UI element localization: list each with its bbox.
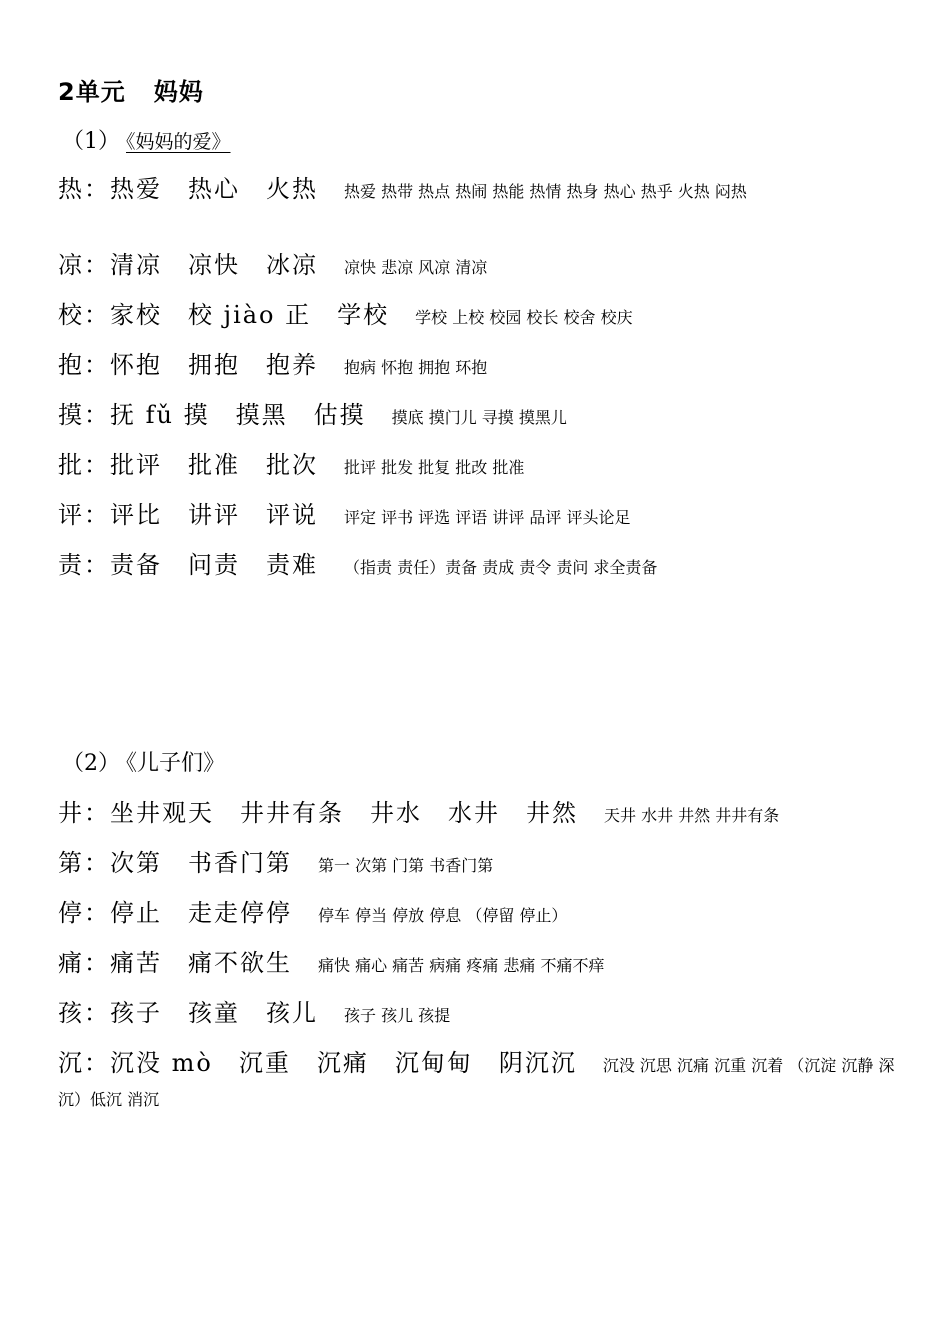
section-name: 《妈妈的爱》 [126,131,231,153]
entry-char: 抱 [58,351,84,379]
entry-di [58,846,898,883]
entry-word: 停止 [110,899,162,927]
entry-word: 拥抱 [188,351,240,379]
entry-ping [58,498,898,535]
entry-char: 批 [58,451,84,479]
entry-jing [58,796,898,833]
entry-bao [58,348,898,385]
entry-word: 批评 [110,451,162,479]
entry-word: 沉重 [238,1049,291,1077]
entry-char: 沉 [58,1049,84,1077]
entry-word: 评比 [110,501,162,529]
entry-related-words: 学校 上校 校园 校长 校舍 校庆 [415,308,633,327]
entry-word: 批次 [266,451,318,479]
entry-word: 井然 [526,799,578,827]
entry-word: 批准 [188,451,240,479]
entry-word: 水井 [448,799,500,827]
entry-word: 孩儿 [266,999,318,1027]
unit-title: 2单元 妈妈 [58,78,204,106]
entry-char: 孩 [58,999,84,1027]
entry-word: 责难 [266,551,318,579]
section-name: 《儿子们》 [126,751,226,776]
entry-colon: ： [84,849,110,877]
entry-word: 热爱 [110,175,162,203]
entry-word: 家校 [110,301,162,329]
entry-char: 第 [58,849,84,877]
section-number: （2） [62,751,120,776]
entry-xiao [58,298,898,335]
entry-ze [58,548,898,585]
entry-word: 冰凉 [266,251,318,279]
entry-char: 评 [58,501,84,529]
entry-word: 阴沉沉 [498,1049,577,1077]
entry-pi [58,448,898,485]
entry-word: 书香门第 [188,849,292,877]
entry-related-words: 沉没 沉思 沉痛 沉重 沉着 （沉淀 沉静 深沉）低沉 消沉 [58,1056,895,1109]
entry-word: 责备 [110,551,162,579]
entry-colon: ： [84,949,110,977]
entry-ting [58,896,898,933]
entry-word: 抱养 [266,351,318,379]
entry-word: 学校 [337,301,390,329]
entry-word: 沉甸甸 [394,1049,473,1077]
entry-word: 沉痛 [316,1049,369,1077]
entry-char: 热 [58,175,84,203]
entry-word: 校 jiào 正 [188,301,312,329]
entry-word: 评说 [266,501,318,529]
entry-word: 估摸 [313,401,366,429]
entry-word: 凉快 [188,251,240,279]
entry-word: 井井有条 [240,799,344,827]
entry-mo [58,398,898,435]
entry-hai [58,996,898,1033]
entry-related-words: 停车 停当 停放 停息 （停留 停止） [318,906,568,925]
entry-colon: ： [84,799,110,827]
entry-char: 校 [58,301,84,329]
entry-word: 沉没 mò [110,1049,213,1077]
section-number: （1） [62,129,120,154]
entry-related-words: （指责 责任）责备 责成 责令 责问 求全责备 [344,558,658,577]
entry-word: 井水 [370,799,422,827]
entry-word: 坐井观天 [110,799,214,827]
entry-re [58,172,898,209]
entry-related-words: 痛快 痛心 痛苦 病痛 疼痛 悲痛 不痛不痒 [318,956,605,975]
section-title-2 [62,746,225,777]
entry-related-words: 天井 水井 井然 井井有条 [604,806,780,825]
entry-word: 火热 [266,175,318,203]
entry-chen [58,1046,898,1117]
entry-tong [58,946,898,983]
entry-word: 热心 [188,175,240,203]
entry-colon: ： [84,301,110,329]
entry-related-words: 摸底 摸门儿 寻摸 摸黑儿 [391,408,567,427]
entry-colon: ： [84,451,110,479]
entry-word: 抚 fǔ 摸 [110,401,210,429]
entry-word: 怀抱 [110,351,162,379]
entry-word: 走走停停 [188,899,292,927]
entry-related-words: 第一 次第 门第 书香门第 [318,856,494,875]
entry-colon: ： [84,551,110,579]
entry-word: 讲评 [188,501,240,529]
entry-colon: ： [84,351,110,379]
entry-related-words: 热爱 热带 热点 热闹 热能 热情 热身 热心 热乎 火热 闷热 [344,182,747,201]
entry-colon: ： [84,401,110,429]
entry-colon: ： [84,501,110,529]
entry-related-words: 孩子 孩儿 孩提 [344,1006,451,1025]
entry-related-words: 批评 批发 批复 批改 批准 [344,458,525,477]
entry-char: 摸 [58,401,84,429]
entry-word: 孩童 [188,999,240,1027]
entry-liang [58,248,898,285]
entry-related-words: 凉快 悲凉 风凉 清凉 [344,258,488,277]
entry-char: 责 [58,551,84,579]
entry-char: 痛 [58,949,84,977]
entry-word: 次第 [110,849,162,877]
entry-colon: ： [84,175,110,203]
entry-char: 井 [58,799,84,827]
entry-word: 痛苦 [110,949,162,977]
entry-word: 清凉 [110,251,162,279]
entry-colon: ： [84,899,110,927]
entry-word: 痛不欲生 [188,949,292,977]
entry-colon: ： [84,251,110,279]
entry-colon: ： [84,999,110,1027]
section-title-1 [62,124,231,155]
entry-word: 问责 [188,551,240,579]
entry-colon: ： [84,1049,110,1077]
entry-related-words: 评定 评书 评选 评语 讲评 品评 评头论足 [344,508,631,527]
entry-char: 停 [58,899,84,927]
entry-related-words: 抱病 怀抱 拥抱 环抱 [344,358,488,377]
entry-word: 孩子 [110,999,162,1027]
entry-char: 凉 [58,251,84,279]
entry-word: 摸黑 [235,401,288,429]
